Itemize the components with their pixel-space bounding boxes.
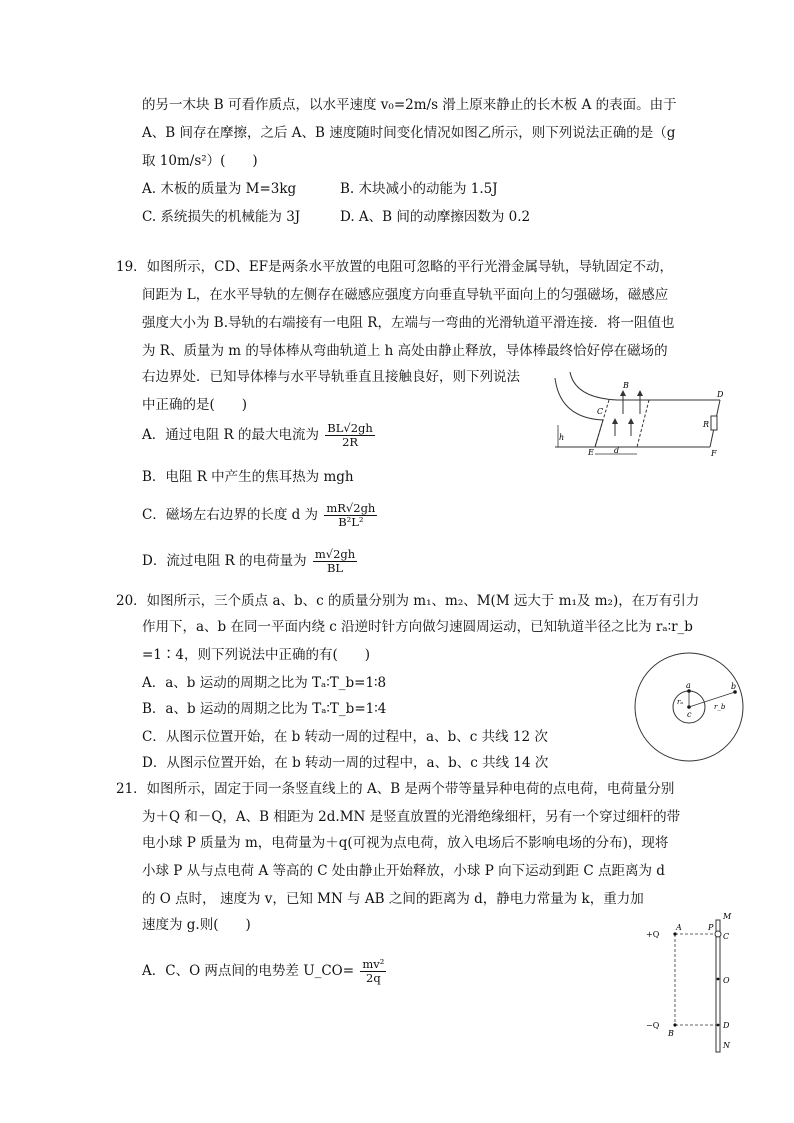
label-n: N [723, 1041, 730, 1050]
label-r: R [703, 420, 710, 429]
q19-option-d-text: D．流过电阻 R 的电荷量为 [142, 553, 307, 569]
charge-b [673, 1023, 676, 1026]
label-d: D [723, 1021, 730, 1030]
label-minus-q: −Q [646, 1021, 660, 1030]
label-b: B [623, 381, 629, 390]
q19-option-c-fraction [324, 502, 377, 529]
resistor-r [711, 416, 717, 430]
q19-stem-line5: 右边界处．已知导体棒与水平导轨垂直且接触良好，则下列说法 [142, 369, 520, 385]
q21-stem-line5: 的 O 点时， 速度为 v，已知 MN 与 AB 之间的距离为 d，静电力常量为 k，重力加 [142, 891, 644, 907]
q18-stem-line3: 取 10m/s²）( ) [142, 153, 258, 169]
field-arrow-4-head [628, 418, 634, 424]
q19-option-c [142, 502, 379, 529]
q18-option-b: B. 木块减小的动能为 1.5J [340, 181, 498, 197]
label-plus-q: +Q [646, 930, 660, 939]
q19-option-d-fraction [313, 548, 357, 575]
q18-option-c: C. 系统损失的机械能为 3J [142, 209, 301, 225]
q20-option-a: A．a、b 运动的周期之比为 Tₐ∶T_b=1∶8 [142, 675, 387, 691]
q19-rail-figure [545, 370, 730, 460]
q20-option-d: D．从图示位置开始，在 b 转动一周的过程中，a、b、c 共线 14 次 [142, 755, 549, 771]
q19-option-a [142, 422, 377, 449]
label-a: A [676, 923, 682, 932]
point-d [717, 1024, 720, 1027]
label-m: M [723, 912, 732, 921]
label-h: h [559, 433, 565, 442]
radius-b [689, 692, 735, 707]
q21-option-a-fraction [360, 958, 386, 985]
q19-stem-line2: 间距为 L，在水平导轨的左侧存在磁感应强度方向垂直导轨平面向上的匀强磁场，磁感应 [142, 287, 669, 303]
label-e: E [588, 448, 594, 457]
rod-mn [716, 920, 720, 1052]
q20-orbit-figure [630, 648, 750, 768]
q19-stem-line1: 19．如图所示，CD、EF是两条水平放置的电阻可忽略的平行光滑金属导轨，导轨固定不动， [116, 259, 674, 275]
q21-stem-line4: 小球 P 从与点电荷 A 等高的 C 处由静止开始释放，小球 P 向下运动到距 C 点距离为 d [142, 863, 665, 879]
q21-option-a-denominator: 2q [366, 971, 381, 985]
q21-stem-line2: 为＋Q 和－Q，A、B 相距为 2d.MN 是竖直放置的光滑绝缘细杆，另有一个穿过细杆的带 [142, 809, 681, 825]
q19-option-a-denominator: 2R [342, 435, 359, 449]
label-b: b [731, 682, 737, 691]
q19-option-a-numerator: BL√2gh [327, 421, 373, 435]
q20-stem-line1: 20．如图所示，三个质点 a、b、c 的质量分别为 m₁、m₂、M(M 远大于 m₁及 m₂)，在万有引力 [116, 593, 700, 609]
q20-stem-line3: =1∶4，则下列说法中正确的有( ) [142, 647, 371, 663]
q18-stem-line2: A、B 间存在摩擦，之后 A、B 速度随时间变化情况如图乙所示，则下列说法正确的是（g [142, 125, 676, 141]
curved-track-bottom [555, 378, 603, 420]
label-a: a [686, 681, 691, 690]
ball-p [715, 931, 721, 937]
q21-option-a [142, 958, 388, 985]
label-d: D [717, 390, 724, 399]
q19-option-a-fraction [325, 422, 375, 449]
q20-stem-line2: 作用下，a、b 在同一平面内绕 c 沿逆时针方向做匀速圆周运动，已知轨道半径之比为 rₐ∶r_b [142, 619, 693, 635]
label-rb: r_b [714, 703, 726, 711]
q20-option-b: B．a、b 运动的周期之比为 Tₐ∶T_b=1∶4 [142, 701, 387, 717]
q19-option-d-numerator: m√2gh [314, 547, 356, 561]
charge-a [673, 932, 676, 935]
label-c: c [687, 710, 692, 719]
label-c: C [723, 932, 730, 941]
q19-option-c-text: C．磁场左右边界的长度 d 为 [142, 507, 319, 523]
q19-option-b: B．电阻 R 中产生的焦耳热为 mgh [142, 469, 354, 485]
curved-track-top [570, 372, 720, 400]
q19-stem-line3: 强度大小为 B.导轨的右端接有一电阻 R，左端与一弯曲的光滑轨道平滑连接．将一阻值也 [142, 315, 675, 331]
q19-stem-line4: 为 R、质量为 m 的导体棒从弯曲轨道上 h 高处由静止释放，导体棒最终恰好停在磁场的 [142, 343, 668, 359]
q21-charge-figure [642, 908, 752, 1058]
label-d-dim: d [614, 446, 620, 455]
label-b: B [668, 1029, 674, 1038]
label-p: P [708, 923, 714, 932]
label-f: F [711, 449, 717, 458]
point-o [717, 978, 720, 981]
q19-option-d-denominator: BL [326, 561, 344, 575]
label-o: O [723, 976, 730, 985]
q19-option-d [142, 548, 359, 575]
label-ra: rₐ [677, 698, 683, 706]
q19-option-c-numerator: mR√2gh [326, 501, 376, 515]
field-boundary-right [637, 400, 649, 447]
q21-option-a-text: A．C、O 两点间的电势差 U_CO= [142, 963, 355, 979]
q18-option-d: D. A、B 间的动摩擦因数为 0.2 [340, 209, 531, 225]
q21-stem-line3: 电小球 P 质量为 m，电荷量为＋q(可视为点电荷，放入电场后不影响电场的分布)，现将 [142, 835, 669, 851]
q19-option-c-denominator: B²L² [338, 515, 364, 529]
field-arrow-1-head [620, 390, 626, 396]
q19-stem-line6: 中正确的是( ) [142, 397, 248, 413]
field-arrow-2-head [637, 390, 643, 396]
q20-option-c: C．从图示位置开始，在 b 转动一周的过程中，a、b、c 共线 12 次 [142, 729, 548, 745]
q19-option-a-text: A．通过电阻 R 的最大电流为 [142, 427, 319, 443]
q18-option-a: A. 木板的质量为 M=3kg [142, 181, 297, 197]
q21-stem-line1: 21．如图所示，固定于同一条竖直线上的 A、B 是两个带等量异种电荷的点电荷，电荷量分别 [116, 781, 675, 797]
q21-option-a-numerator: mv² [362, 957, 385, 971]
q21-stem-line6: 速度为 g.则( ) [142, 917, 251, 933]
label-c: C [597, 407, 604, 416]
field-arrow-3-head [612, 418, 618, 424]
q18-stem-line1: 的另一木块 B 可看作质点，以水平速度 v₀=2m/s 滑上原来静止的长木板 A 的表面。由于 [142, 97, 677, 113]
